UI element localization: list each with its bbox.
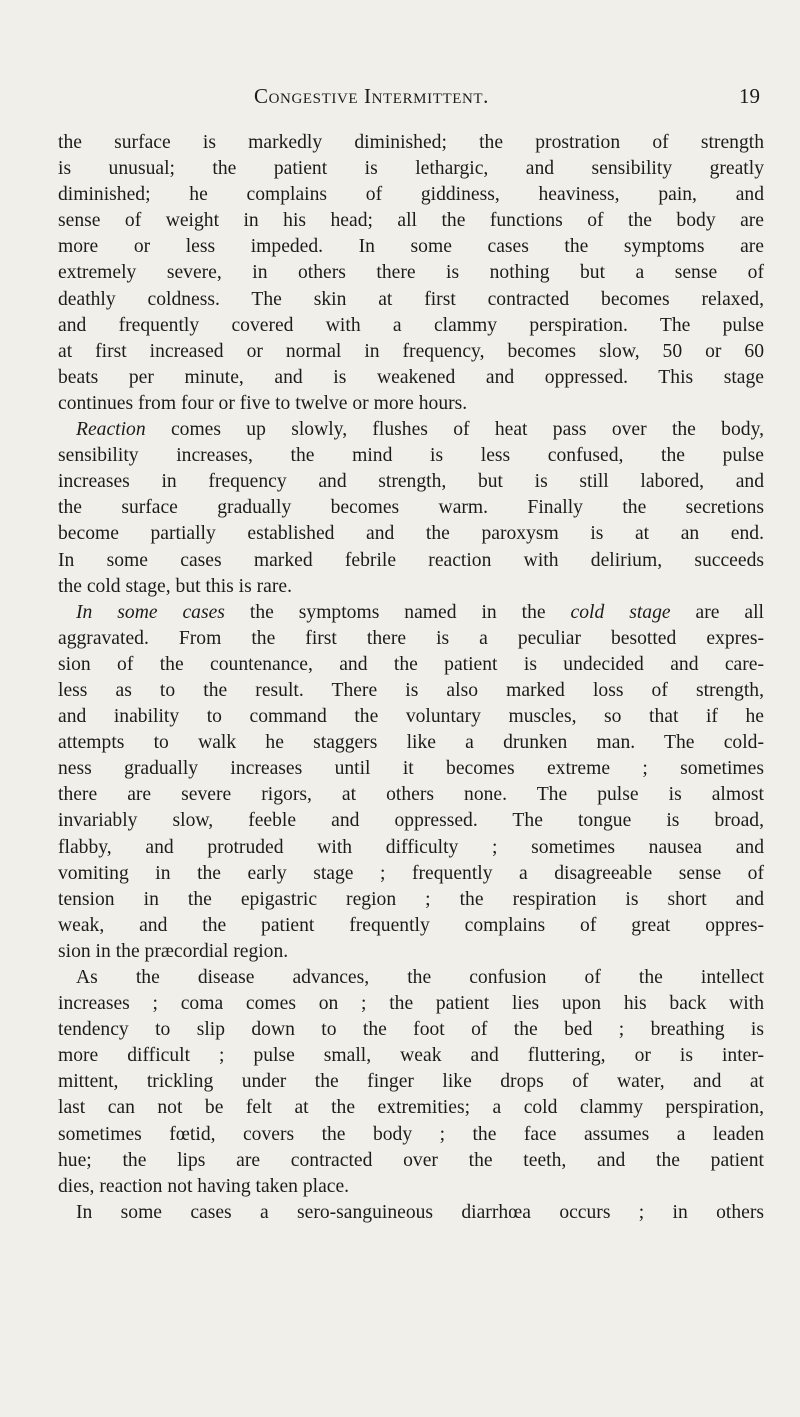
text-line: continues from four or five to twelve or more hours. bbox=[58, 392, 468, 414]
text-line: more or less impeded. In some cases the symptoms are bbox=[58, 236, 764, 258]
text-segment: the symptoms named in the bbox=[224, 601, 571, 623]
page-number: 19 bbox=[739, 84, 760, 108]
chapter-heading: Congestive Intermittent. bbox=[254, 84, 490, 108]
text-line: last can not be felt at the extremities; a cold clammy perspiration, bbox=[58, 1097, 764, 1119]
text-line: In some cases a sero-sanguineous diarrhœa occurs ; in others bbox=[76, 1201, 764, 1223]
text-line: the surface is markedly diminished; the prostration of strength bbox=[58, 132, 764, 153]
text-line: As the disease advances, the confusion of the intellect bbox=[76, 967, 764, 988]
italic-term-reaction: Reaction bbox=[76, 419, 146, 441]
text-line: the cold stage, but this is rare. bbox=[58, 575, 292, 597]
text-line: weak, and the patient frequently complains of great oppres- bbox=[58, 914, 764, 936]
body-text bbox=[58, 130, 764, 1226]
text-line: there are severe rigors, at others none. The pulse is almost bbox=[58, 784, 764, 806]
text-line: increases in frequency and strength, but is still labored, and bbox=[58, 471, 764, 493]
text-line: dies, reaction not having taken place. bbox=[58, 1175, 350, 1197]
text-line: diminished; he complains of giddiness, heaviness, pain, and bbox=[58, 184, 764, 206]
text-line: aggravated. From the first there is a peculiar besotted expres- bbox=[58, 627, 764, 649]
text-line: sensibility increases, the mind is less confused, the pulse bbox=[58, 445, 764, 467]
text-line: ness gradually increases until it becomes extreme ; sometimes bbox=[58, 758, 764, 780]
text-line: is unusual; the patient is lethargic, and sensibility greatly bbox=[58, 158, 764, 180]
text-line: sense of weight in his head; all the functions of the body are bbox=[58, 210, 764, 232]
text-line: extremely severe, in others there is nothing but a sense of bbox=[58, 262, 764, 284]
text-line: In some cases marked febrile reaction with delirium, succeeds bbox=[58, 549, 764, 571]
italic-term-cold-stage: cold stage bbox=[570, 601, 671, 623]
text-line: sion of the countenance, and the patient is undecided and care- bbox=[58, 653, 764, 675]
italic-term-some-cases: In some cases bbox=[76, 601, 225, 623]
text-segment: comes up slowly, flushes of heat pass over the body, bbox=[145, 419, 764, 441]
running-head bbox=[254, 84, 760, 114]
text-line bbox=[58, 600, 764, 626]
text-line: flabby, and protruded with difficulty ; sometimes nausea and bbox=[58, 836, 764, 858]
text-line: mittent, trickling under the finger like drops of water, and at bbox=[58, 1071, 764, 1093]
text-line: and frequently covered with a clammy perspiration. The pulse bbox=[58, 314, 764, 336]
text-line bbox=[58, 417, 764, 443]
text-line: sion in the præcordial region. bbox=[58, 940, 289, 962]
text-line: deathly coldness. The skin at first contracted becomes relaxed, bbox=[58, 288, 764, 310]
text-line: sometimes fœtid, covers the body ; the face assumes a leaden bbox=[58, 1123, 764, 1145]
text-line: vomiting in the early stage ; frequently a disagreeable sense of bbox=[58, 862, 764, 884]
text-line: invariably slow, feeble and oppressed. The tongue is broad, bbox=[58, 810, 764, 832]
text-line: more difficult ; pulse small, weak and fluttering, or is inter- bbox=[58, 1045, 764, 1067]
text-line: at first increased or normal in frequency, becomes slow, 50 or 60 bbox=[58, 340, 764, 362]
text-line: the surface gradually becomes warm. Finally the secretions bbox=[58, 497, 764, 519]
text-line: attempts to walk he staggers like a drunken man. The cold- bbox=[58, 732, 764, 754]
text-line: tendency to slip down to the foot of the bed ; breathing is bbox=[58, 1019, 764, 1041]
text-segment: are all bbox=[670, 601, 764, 623]
text-line: hue; the lips are contracted over the teeth, and the patient bbox=[58, 1149, 764, 1171]
text-line: less as to the result. There is also marked loss of strength, bbox=[58, 679, 764, 701]
text-line: become partially established and the paroxysm is at an end. bbox=[58, 523, 764, 545]
text-line: and inability to command the voluntary muscles, so that if he bbox=[58, 706, 764, 728]
text-line: increases ; coma comes on ; the patient lies upon his back with bbox=[58, 993, 764, 1015]
text-line: tension in the epigastric region ; the respiration is short and bbox=[58, 888, 764, 910]
text-line: beats per minute, and is weakened and oppressed. This stage bbox=[58, 366, 764, 388]
